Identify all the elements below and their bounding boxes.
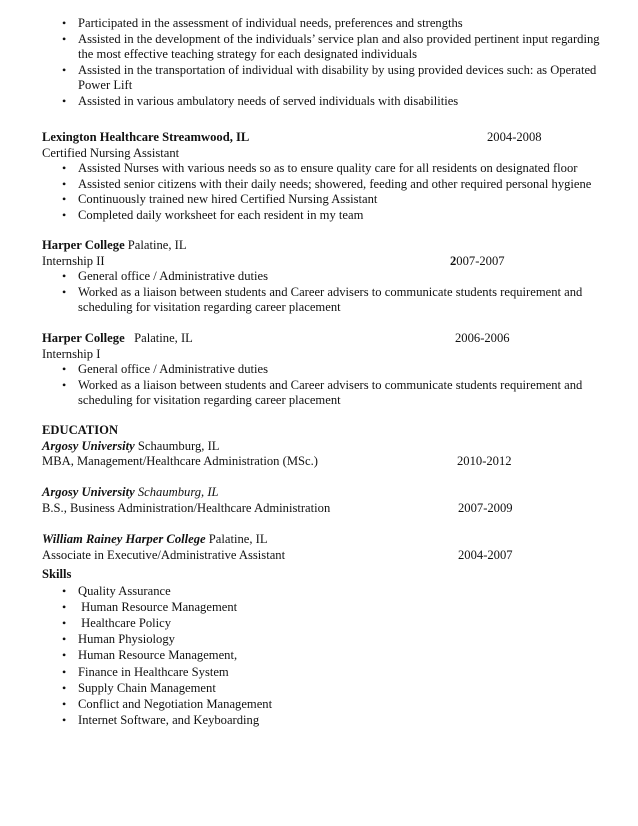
job-dates: 2004-2008 <box>487 130 542 144</box>
job-title: Internship I <box>42 346 101 361</box>
school-location: Schaumburg, IL <box>134 438 220 453</box>
school-name: Argosy University <box>42 438 135 453</box>
list-item: • Participated in the assessment of individual needs, preferences and strengths <box>42 16 608 32</box>
section-heading: EDUCATION <box>42 423 119 437</box>
education-section <box>42 423 608 563</box>
list-item: • Conflict and Negotiation Management <box>42 696 608 712</box>
list-item: • Quality Assurance <box>42 583 608 599</box>
list-item: • Completed daily worksheet for each resident in my team <box>42 208 608 224</box>
job-location: Palatine, IL <box>124 238 187 252</box>
skills-section <box>42 567 608 728</box>
list-item: • Worked as a liaison between students and Career advisers to communicate students requirement and scheduling for visitation regarding career placement <box>42 285 608 316</box>
list-item: • Worked as a liaison between students and Career advisers to communicate students requirement and scheduling for visitation regarding career placement <box>42 378 608 409</box>
degree: Associate in Executive/Administrative Assistant <box>42 547 286 562</box>
job-location: Palatine, IL <box>124 331 193 345</box>
school-name: William Rainey Harper College <box>42 532 206 547</box>
list-item: • Assisted in the development of the individuals’ service plan and also provided pertinent input regarding the most effective teaching strategy for each designated individuals <box>42 32 608 63</box>
list-item: • Assisted in various ambulatory needs of served individuals with disabilities <box>42 94 608 110</box>
job-harper-internship-1 <box>42 331 608 409</box>
list-item: • Supply Chain Management <box>42 680 608 696</box>
list-item: • General office / Administrative duties <box>42 269 608 285</box>
list-item: • Human Resource Management, <box>42 647 608 663</box>
education-dates: 2004-2007 <box>458 547 513 562</box>
job-lexington <box>42 130 608 224</box>
job-title: Certified Nursing Assistant <box>42 145 180 160</box>
section-heading: Skills <box>42 567 72 581</box>
list-item: • Assisted Nurses with various needs so as to ensure quality care for all residents on designated floor <box>42 161 608 177</box>
degree: B.S., Business Administration/Healthcare Administration <box>42 500 331 515</box>
top-bullet-list <box>42 16 608 110</box>
list-item: • Continuously trained new hired Certified Nursing Assistant <box>42 192 608 208</box>
job-title: Internship II <box>42 253 105 268</box>
school-location: Schaumburg, IL <box>134 485 219 500</box>
job-org: Harper College <box>42 238 125 252</box>
list-item: • Internet Software, and Keyboarding <box>42 712 608 728</box>
job-harper-internship-2 <box>42 238 608 316</box>
list-item: • Assisted senior citizens with their daily needs; showered, feeding and other required personal hygiene <box>42 177 608 193</box>
job-org: Lexington Healthcare Streamwood, IL <box>42 130 250 144</box>
job-dates: 2007-2007 <box>450 253 505 268</box>
job-org: Harper College <box>42 331 125 345</box>
education-dates: 2007-2009 <box>458 500 513 515</box>
job-dates: 2006-2006 <box>455 331 510 345</box>
degree: MBA, Management/Healthcare Administration (MSc.) <box>42 454 318 469</box>
list-item: • General office / Administrative duties <box>42 362 608 378</box>
school-location: Palatine, IL <box>205 532 268 547</box>
list-item: • Assisted in the transportation of individual with disability by using provided devices such: as Operated Power Lift <box>42 63 608 94</box>
list-item: • Human Physiology <box>42 631 608 647</box>
list-item: • Human Resource Management <box>42 599 608 615</box>
list-item: • Healthcare Policy <box>42 615 608 631</box>
education-dates: 2010-2012 <box>457 454 512 469</box>
list-item: • Finance in Healthcare System <box>42 664 608 680</box>
school-name: Argosy University <box>42 485 135 500</box>
